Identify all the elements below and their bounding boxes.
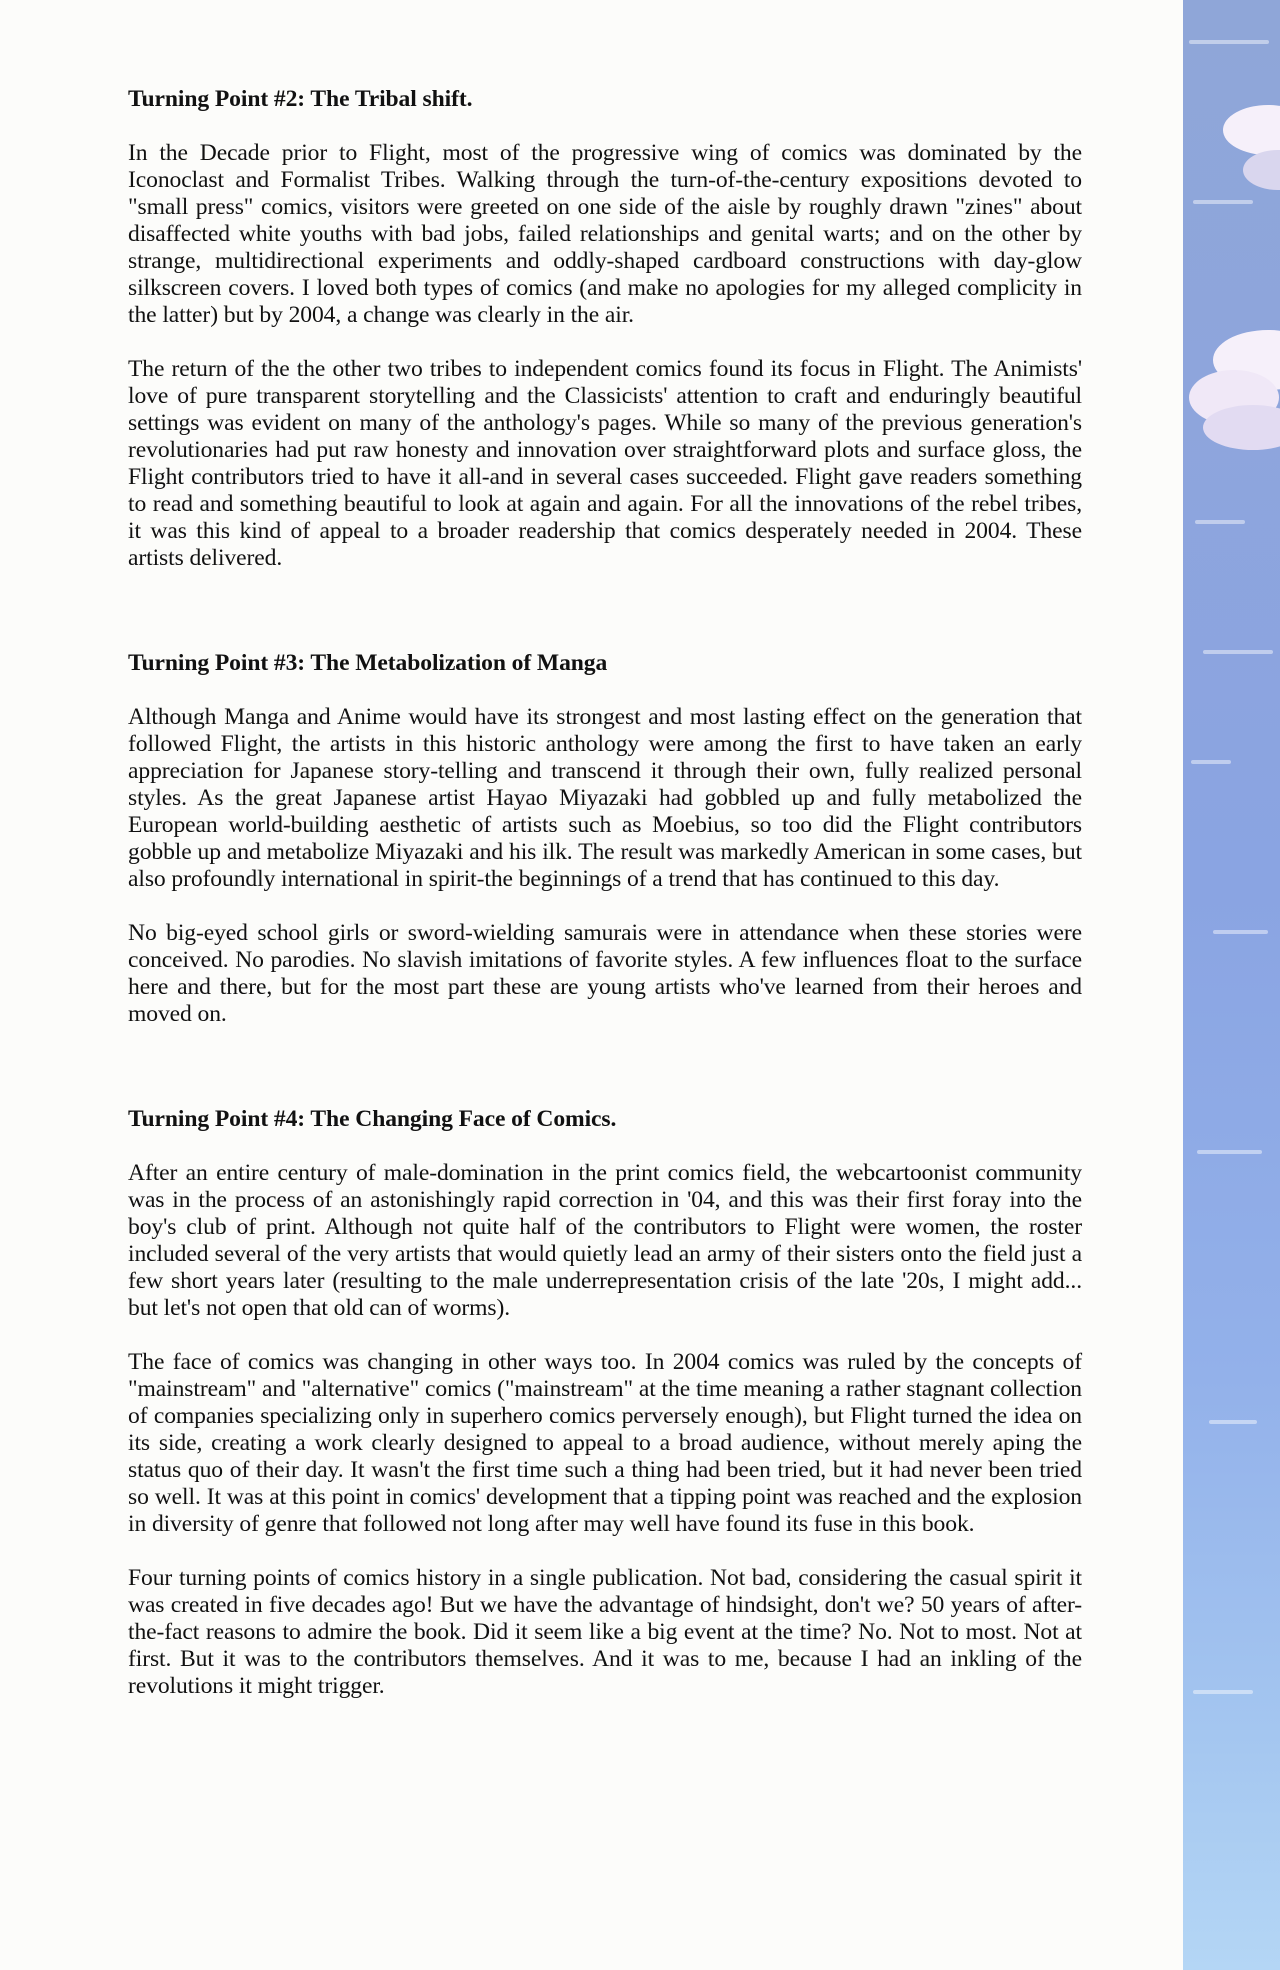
sky-streak xyxy=(1209,1420,1257,1424)
sky-illustration-strip xyxy=(1183,0,1280,1970)
cloud-shape xyxy=(1223,105,1280,155)
section-heading: Turning Point #3: The Metabolization of Manga xyxy=(128,650,608,676)
sky-streak xyxy=(1195,520,1245,524)
paragraph: Although Manga and Anime would have its strongest and most lasting effect on the generation that followed Flight, the artists in this historic anthology were among the first to have taken an early appreciation for Japanese story-telling and transcend it through their own, fully realized personal styles. As the great Japanese artist Hayao Miyazaki had gobbled up and fully metabolized the European world-building aesthetic of artists such as Moebius, so too did the Flight contributors gobble up and metabolize Miyazaki and his ilk. The result was markedly American in some cases, but also profoundly international in spirit-the beginnings of a trend that has continued to this day. xyxy=(128,704,1082,892)
section-heading: Turning Point #2: The Tribal shift. xyxy=(128,86,473,112)
cloud-shape xyxy=(1243,150,1280,190)
paragraph: The face of comics was changing in other ways too. In 2004 comics was ruled by the concepts of "mainstream" and "alternative" comics ("mainstream" at the time meaning a rather stagnant collection of companies specializing only in superhero comics perversely enough), but Flight turned the idea on its side, creating a work clearly designed to appeal to a broad audience, without merely aping the status quo of their day. It wasn't the first time such a thing had been tried, but it had never been tried so well. It was at this point in comics' development that a tipping point was reached and the explosion in diversity of genre that followed not long after may well have found its fuse in this book. xyxy=(128,1349,1082,1537)
paragraph: Four turning points of comics history in a single publication. Not bad, considering the casual spirit it was created in five decades ago! But we have the advantage of hindsight, don't we? 50 years of after-the-fact reasons to admire the book. Did it seem like a big event at the time? No. Not to most. Not at first. But it was to the contributors themselves. And it was to me, because I had an inkling of the revolutions it might trigger. xyxy=(128,1565,1082,1699)
paragraph: No big-eyed school girls or sword-wielding samurais were in attendance when these stories were conceived. No parodies. No slavish imitations of favorite styles. A few influences float to the surface here and there, but for the most part these are young artists who've learned from their heroes and moved on. xyxy=(128,920,1082,1027)
paragraph: In the Decade prior to Flight, most of the progressive wing of comics was dominated by the Iconoclast and Formalist Tribes. Walking through the turn-of-the-century expositions devoted to "small press" comics, visitors were greeted on one side of the aisle by roughly drawn "zines" about disaffected white youths with bad jobs, failed relationships and genital warts; and on the other by strange, multidirectional experiments and oddly-shaped cardboard constructions with day-glow silkscreen covers. I loved both types of comics (and make no apologies for my alleged complicity in the latter) but by 2004, a change was clearly in the air. xyxy=(128,140,1082,328)
sky-streak xyxy=(1189,40,1269,44)
sky-streak xyxy=(1191,760,1231,764)
sky-streak xyxy=(1193,1690,1253,1694)
paragraph: The return of the the other two tribes to independent comics found its focus in Flight. The Animists' love of pure transparent storytelling and the Classicists' attention to craft and enduringly beautiful settings was evident on many of the anthology's pages. While so many of the previous generation's revolutionaries had put raw honesty and innovation over straightforward plots and surface gloss, the Flight contributors tried to have it all-and in several cases succeeded. Flight gave readers something to read and something beautiful to look at again and again. For all the innovations of the rebel tribes, it was this kind of appeal to a broader readership that comics desperately needed in 2004. These artists delivered. xyxy=(128,356,1082,571)
sky-streak xyxy=(1213,930,1268,934)
section-heading: Turning Point #4: The Changing Face of Comics. xyxy=(128,1106,617,1132)
paragraph: After an entire century of male-domination in the print comics field, the webcartoonist community was in the process of an astonishingly rapid correction in '04, and this was their first foray into the boy's club of print. Although not quite half of the contributors to Flight were women, the roster included several of the very artists that would quietly lead an army of their sisters onto the field just a few short years later (resulting to the male underrepresentation crisis of the late '20s, I might add... but let's not open that old can of worms). xyxy=(128,1160,1082,1321)
sky-streak xyxy=(1203,650,1273,654)
sky-streak xyxy=(1193,200,1253,204)
cloud-shape xyxy=(1203,405,1280,450)
sky-streak xyxy=(1197,1150,1262,1154)
article-body xyxy=(128,86,1082,1700)
